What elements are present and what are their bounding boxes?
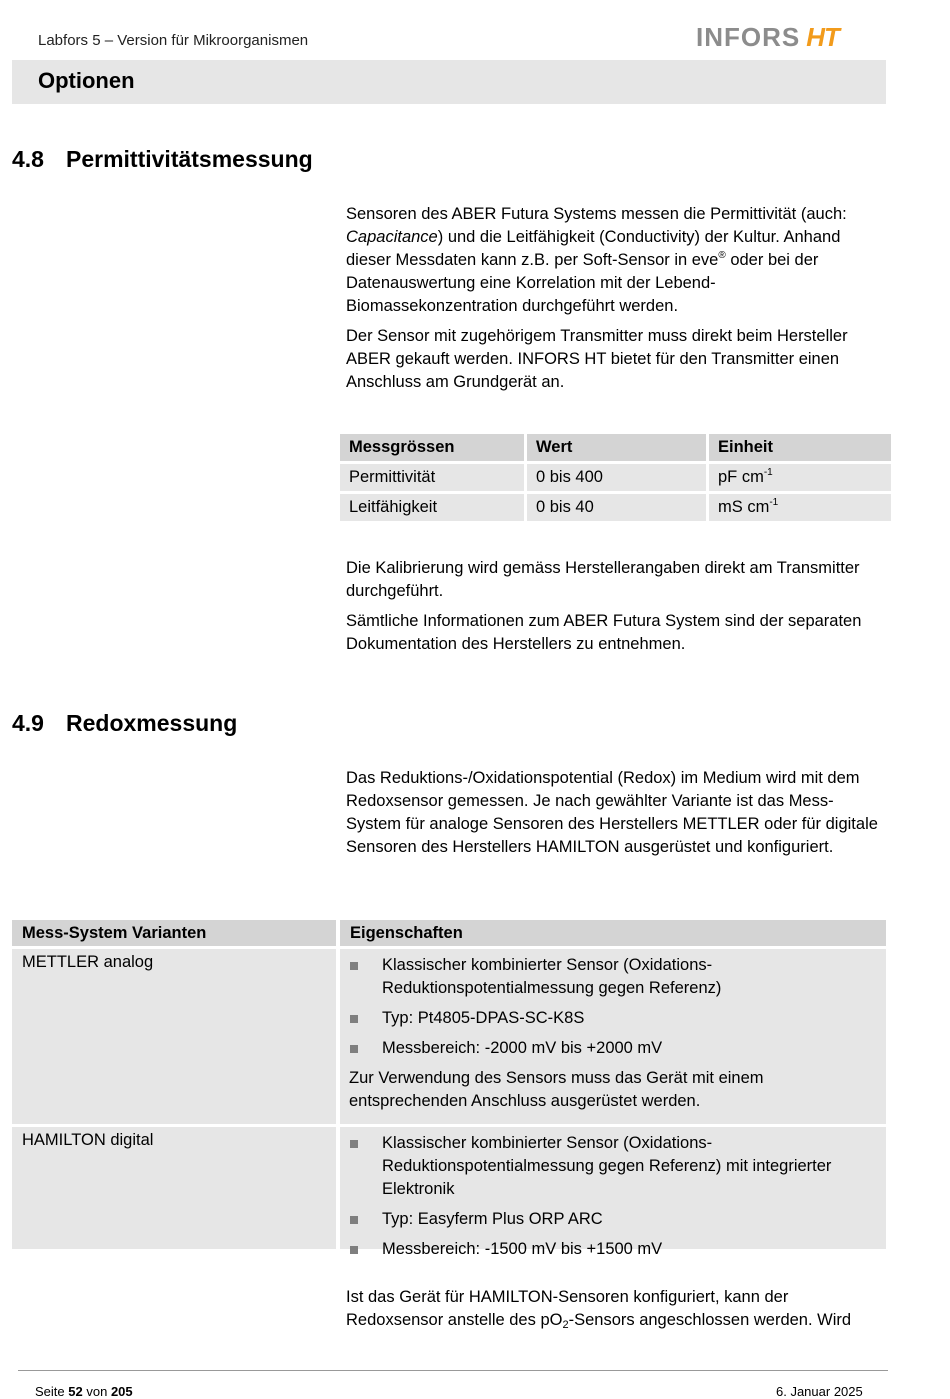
list-item — [349, 954, 878, 1000]
text-run: oder bei der Datenauswertung eine Korrelation mit der Lebend-Biomassekonzentration durchgeführt werden. — [346, 251, 819, 315]
table-row — [340, 494, 891, 521]
footer-divider — [18, 1370, 888, 1371]
column-header: Eigenschaften — [340, 920, 886, 946]
cell-unit — [709, 494, 891, 521]
list-item-text: Messbereich: -2000 mV bis +2000 mV — [382, 1039, 663, 1057]
variant-name-cell: METTLER analog — [12, 949, 336, 1124]
column-header: Einheit — [709, 434, 891, 461]
section-4-8-notes — [346, 557, 886, 663]
italic-term: Capacitance — [346, 228, 438, 246]
document-title: Labfors 5 – Version für Mikroorganismen — [38, 32, 309, 49]
chapter-bar — [12, 60, 886, 104]
text-run: -Sensors angeschlossen werden. Wird — [568, 1311, 852, 1329]
column-header: Messgrössen — [340, 434, 524, 461]
list-item — [349, 1238, 878, 1261]
logo-word-ht: HT — [806, 21, 839, 52]
section-4-9-intro — [346, 767, 886, 866]
logo-word-infors: INFORS — [696, 21, 801, 52]
chapter-title: Optionen — [38, 68, 135, 93]
text-run: Sensoren des ABER Futura Systems messen die Permittivität (auch: — [346, 205, 847, 223]
section-4-9-hamilton-note — [346, 1286, 886, 1339]
variant-name-cell: HAMILTON digital — [12, 1127, 336, 1249]
current-page: 52 — [68, 1384, 83, 1399]
cell-value: 0 bis 400 — [527, 464, 706, 491]
bullet-square-icon — [350, 962, 358, 970]
list-item — [349, 1132, 878, 1201]
paragraph: Der Sensor mit zugehörigem Transmitter muss direkt beim Hersteller ABER gekauft werden. INFORS HT bietet für den Transmitter einen Anschluss am Grundgerät an. — [346, 327, 848, 391]
paragraph: Die Kalibrierung wird gemäss Herstellerangaben direkt am Transmitter durchgeführt. — [346, 559, 860, 600]
unit-text: pF cm — [718, 468, 764, 486]
section-number: 4.9 — [12, 710, 44, 736]
measurement-table — [337, 431, 894, 524]
bullet-square-icon — [350, 1140, 358, 1148]
text-run: Ist das Gerät für HAMILTON-Sensoren konfiguriert, kann der Redoxsensor anstelle des pO — [346, 1288, 789, 1329]
list-item-text: Klassischer kombinierter Sensor (Oxidations-Reduktionspotentialmessung gegen Referenz) — [382, 956, 722, 997]
section-title: Permittivitätsmessung — [66, 146, 313, 172]
variant-properties-cell — [340, 949, 886, 1124]
bullet-square-icon — [350, 1216, 358, 1224]
list-item — [349, 1208, 878, 1231]
bullet-square-icon — [350, 1045, 358, 1053]
section-heading-4-9 — [12, 710, 237, 737]
note-text: Zur Verwendung des Sensors muss das Gerät mit einem entsprechenden Anschluss ausgerüstet werden. — [349, 1069, 764, 1110]
footer-date: 6. Januar 2025 — [776, 1384, 863, 1399]
section-4-8-intro — [346, 203, 886, 401]
list-item — [349, 1037, 878, 1060]
section-title: Redoxmessung — [66, 710, 238, 736]
table-header-row — [340, 434, 891, 461]
paragraph — [346, 1286, 886, 1332]
registered-mark: ® — [718, 250, 726, 261]
total-pages: 205 — [110, 1384, 133, 1399]
section-heading-4-8 — [12, 146, 313, 173]
unit-text: mS cm — [718, 498, 770, 516]
infors-ht-logo — [696, 22, 839, 52]
variant-properties-cell — [340, 1127, 886, 1258]
section-number: 4.8 — [12, 146, 44, 172]
paragraph: Das Reduktions-/Oxidationspotential (Redox) im Medium wird mit dem Redoxsensor gemessen. Je nach gewählter Variante ist das Mess-System für analoge Sensoren des Herstellers METTLER oder für digitale Sensoren des Herstellers HAMILTON ausgerüstet und konfiguriert. — [346, 769, 878, 856]
table-row — [340, 464, 891, 491]
page-of: von — [86, 1384, 108, 1399]
bullet-square-icon — [350, 1015, 358, 1023]
paragraph — [346, 203, 886, 318]
list-item — [349, 1007, 878, 1030]
list-item-text: Typ: Pt4805-DPAS-SC-K8S — [382, 1009, 585, 1027]
page-label: Seite — [35, 1384, 65, 1399]
subscript: 2 — [562, 1319, 569, 1331]
cell-name: Permittivität — [340, 464, 524, 491]
column-header: Mess-System Varianten — [12, 920, 336, 946]
list-item-text: Messbereich: -1500 mV bis +1500 mV — [382, 1240, 663, 1258]
cell-unit — [709, 464, 891, 491]
list-item-text: Klassischer kombinierter Sensor (Oxidations-Reduktionspotentialmessung gegen Referenz) mit integrierter Elektronik — [382, 1134, 832, 1198]
cell-name: Leitfähigkeit — [340, 494, 524, 521]
bullet-square-icon — [350, 1246, 358, 1254]
cell-value: 0 bis 40 — [527, 494, 706, 521]
unit-exponent: -1 — [769, 497, 779, 508]
unit-exponent: -1 — [763, 467, 773, 478]
list-item-text: Typ: Easyferm Plus ORP ARC — [382, 1210, 603, 1228]
column-header: Wert — [527, 434, 706, 461]
paragraph: Sämtliche Informationen zum ABER Futura System sind der separaten Dokumentation des Herstellers zu entnehmen. — [346, 612, 862, 653]
text-run: ) und die Leitfähigkeit (Conductivity) der Kultur. Anhand dieser Messdaten kann z.B. per Soft-Sensor in eve — [346, 228, 841, 269]
